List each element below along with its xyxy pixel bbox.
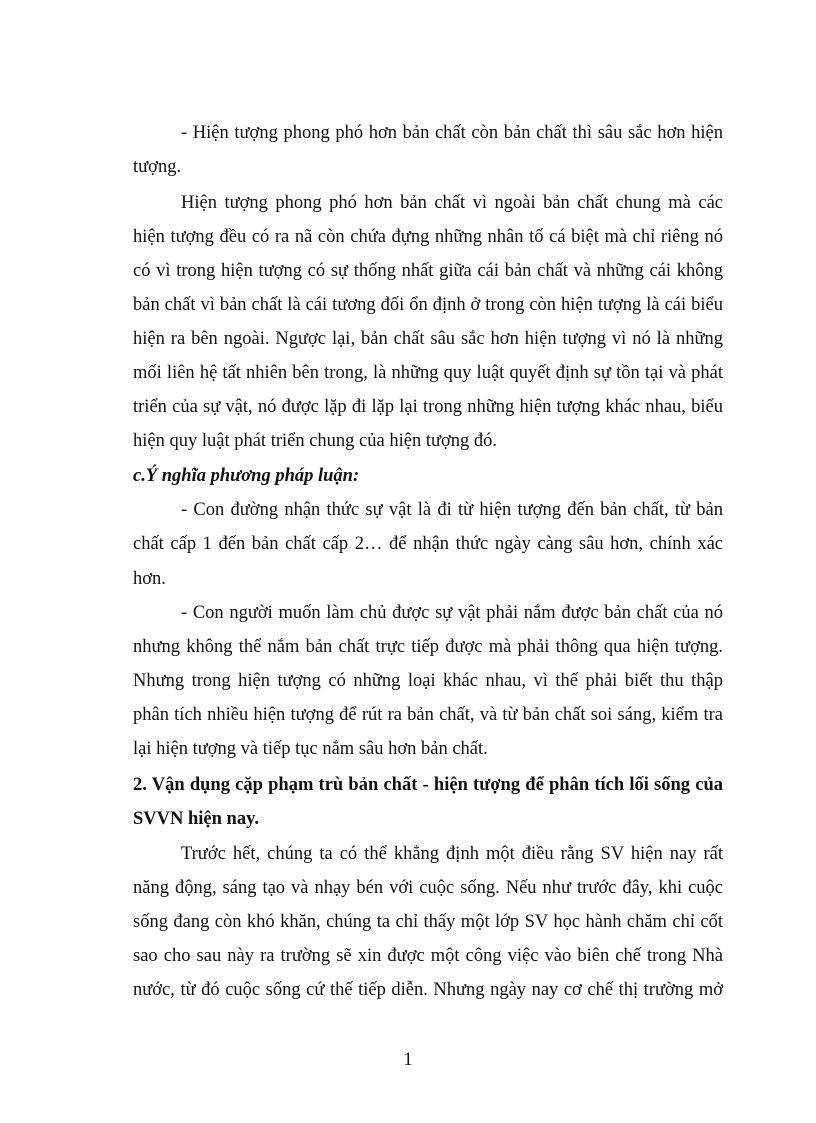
paragraph-5-line-2: năng động, sáng tạo và nhạy bén với cuộc sống. Nếu như trước đây, khi cuộc xyxy=(133,878,723,898)
paragraph-4-line-4: phân tích nhiều hiện tượng để rút ra bản chất, và từ bản chất soi sáng, kiểm tra xyxy=(133,705,723,725)
paragraph-2-line-2: hiện tượng đều có ra nã còn chứa đựng những nhân tố cá biệt mà chỉ riêng nó xyxy=(133,227,723,247)
paragraph-2-line-5: hiện ra bên ngoài. Ngược lại, bản chất sâu sắc hơn hiện tượng vì nó là những xyxy=(133,329,723,349)
paragraph-3-line-1: - Con đường nhận thức sự vật là đi từ hiện tượng đến bản chất, từ bản xyxy=(181,500,723,520)
paragraph-2-line-8: hiện quy luật phát triển chung của hiện tượng đó. xyxy=(133,431,498,451)
paragraph-4-line-2: nhưng không thể nắm bản chất trực tiếp được mà phải thông qua hiện tượng. xyxy=(133,637,723,657)
paragraph-2-line-4: bản chất vì bản chất là cái tương đối ổn định ở trong còn hiện tượng là cái biểu xyxy=(133,295,723,315)
paragraph-1-line-2: tượng. xyxy=(133,157,182,177)
section-heading-methodology: c.Ý nghĩa phương pháp luận: xyxy=(133,466,360,486)
paragraph-4-line-5: lại hiện tượng và tiếp tục nắm sâu hơn bản chất. xyxy=(133,739,488,759)
paragraph-5-line-3: sống đang còn khó khăn, chúng ta chỉ thấy một lớp SV học hành chăm chỉ cốt xyxy=(133,912,723,932)
paragraph-3-line-3: hơn. xyxy=(133,569,166,589)
paragraph-2-line-7: triển của sự vật, nó được lặp đi lặp lại trong những hiện tượng khác nhau, biểu xyxy=(133,397,723,417)
paragraph-5-line-1: Trước hết, chúng ta có thể khẳng định một điều rằng SV hiện nay rất xyxy=(181,844,723,864)
paragraph-2-line-1: Hiện tượng phong phó hơn bản chất vì ngoài bản chất chung mà các xyxy=(181,193,723,213)
paragraph-5-line-5: nước, từ đó cuộc sống cứ thế tiếp diễn. Nhưng ngày nay cơ chế thị trường mở xyxy=(133,980,723,1000)
paragraph-1-line-1: - Hiện tượng phong phó hơn bản chất còn bản chất thì sâu sắc hơn hiện xyxy=(181,123,723,143)
paragraph-3-line-2: chất cấp 1 đến bản chất cấp 2… để nhận thức ngày càng sâu hơn, chính xác xyxy=(133,534,723,554)
section-heading-2-line-2: SVVN hiện nay. xyxy=(133,809,259,829)
section-heading-2-line-1: 2. Vận dụng cặp phạm trù bản chất - hiện tượng để phân tích lối sống của xyxy=(133,775,723,795)
page-number: 1 xyxy=(403,1050,413,1070)
paragraph-2-line-3: có vì trong hiện tượng có sự thống nhất giữa cái bản chất và những cái không xyxy=(133,261,723,281)
paragraph-4-line-1: - Con người muốn làm chủ được sự vật phải nắm được bản chất của nó xyxy=(181,603,723,623)
paragraph-5-line-4: sao cho sau này ra trường sẽ xin được một công việc vào biên chế trong Nhà xyxy=(133,946,723,966)
paragraph-4-line-3: Nhưng trong hiện tượng có những loại khác nhau, vì thế phải biết thu thập xyxy=(133,671,723,691)
paragraph-2-line-6: mối liên hệ tất nhiên bên trong, là những quy luật quyết định sự tồn tại và phát xyxy=(133,363,723,383)
